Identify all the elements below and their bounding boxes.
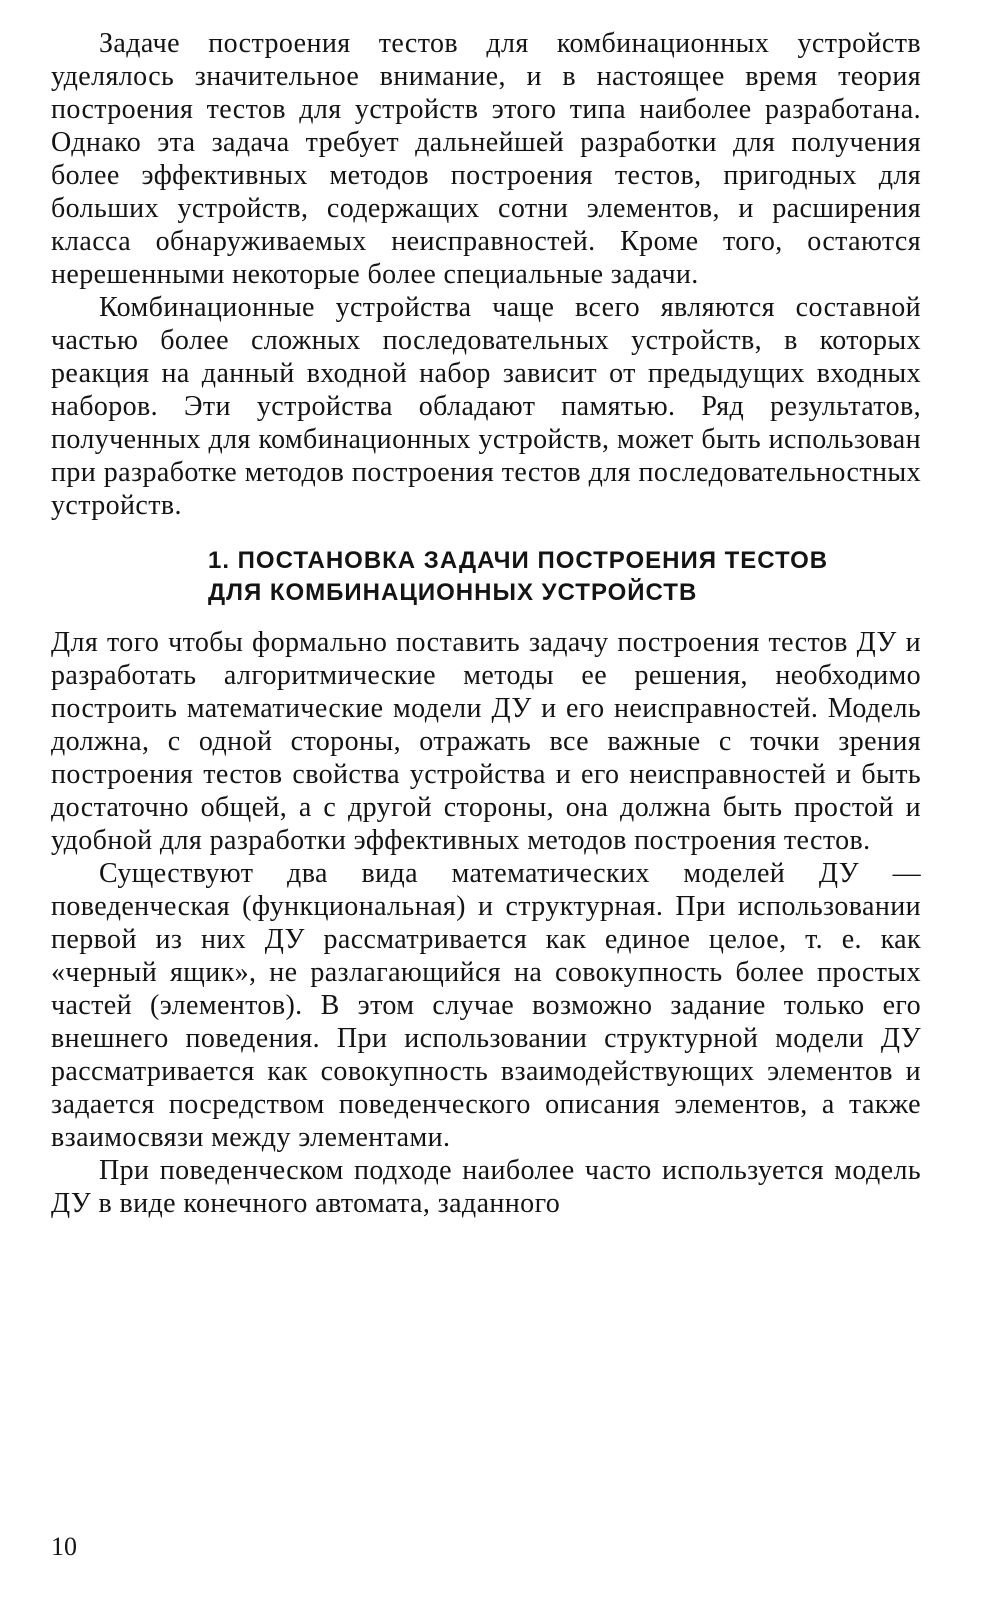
- section-heading: [208, 545, 921, 609]
- section-heading-line-1: 1. ПОСТАНОВКА ЗАДАЧИ ПОСТРОЕНИЯ ТЕСТОВ: [208, 547, 829, 574]
- page-number: 10: [51, 1532, 77, 1561]
- paragraph-5: При поведенческом подходе наиболее часто используется модель ДУ в виде конечного автомата, заданного: [51, 1155, 921, 1219]
- page-body: [51, 27, 921, 1220]
- paragraph-2: Комбинационные устройства чаще всего являются составной частью более сложных последовательных устройств, в которых реакция на данный входной набор зависит от предыдущих входных наборов. Эти устройства обладают памятью. Ряд результатов, полученных для комбинационных устройств, может быть использован при разработке методов построения тестов для последовательностных устройств.: [51, 292, 921, 521]
- paragraph-4: Существуют два вида математических моделей ДУ — поведенческая (функциональная) и структурная. При использовании первой из них ДУ рассматривается как единое целое, т. е. как «черный ящик», не разлагающийся на совокупность более простых частей (элементов). В этом случае возможно задание только его внешнего поведения. При использовании структурной модели ДУ рассматривается как совокупность взаимодействующих элементов и задается посредством поведенческого описания элементов, а также взаимосвязи между элементами.: [51, 858, 921, 1153]
- paragraph-3: Для того чтобы формально поставить задачу построения тестов ДУ и разработать алгоритмические методы ее решения, необходимо построить математические модели ДУ и его неисправностей. Модель должна, с одной стороны, отражать все важные с точки зрения построения тестов свойства устройства и его неисправностей и быть достаточно общей, а с другой стороны, она должна быть простой и удобной для разработки эффективных методов построения тестов.: [51, 627, 921, 856]
- section-heading-line-2: ДЛЯ КОМБИНАЦИОННЫХ УСТРОЙСТВ: [208, 579, 698, 606]
- paragraph-1: Задаче построения тестов для комбинационных устройств уделялось значительное внимание, и в настоящее время теория построения тестов для устройств этого типа наиболее разработана. Однако эта задача требует дальнейшей разработки для получения более эффективных методов построения тестов, пригодных для больших устройств, содержащих сотни элементов, и расширения класса обнаруживаемых неисправностей. Кроме того, остаются нерешенными некоторые более специальные задачи.: [51, 28, 921, 290]
